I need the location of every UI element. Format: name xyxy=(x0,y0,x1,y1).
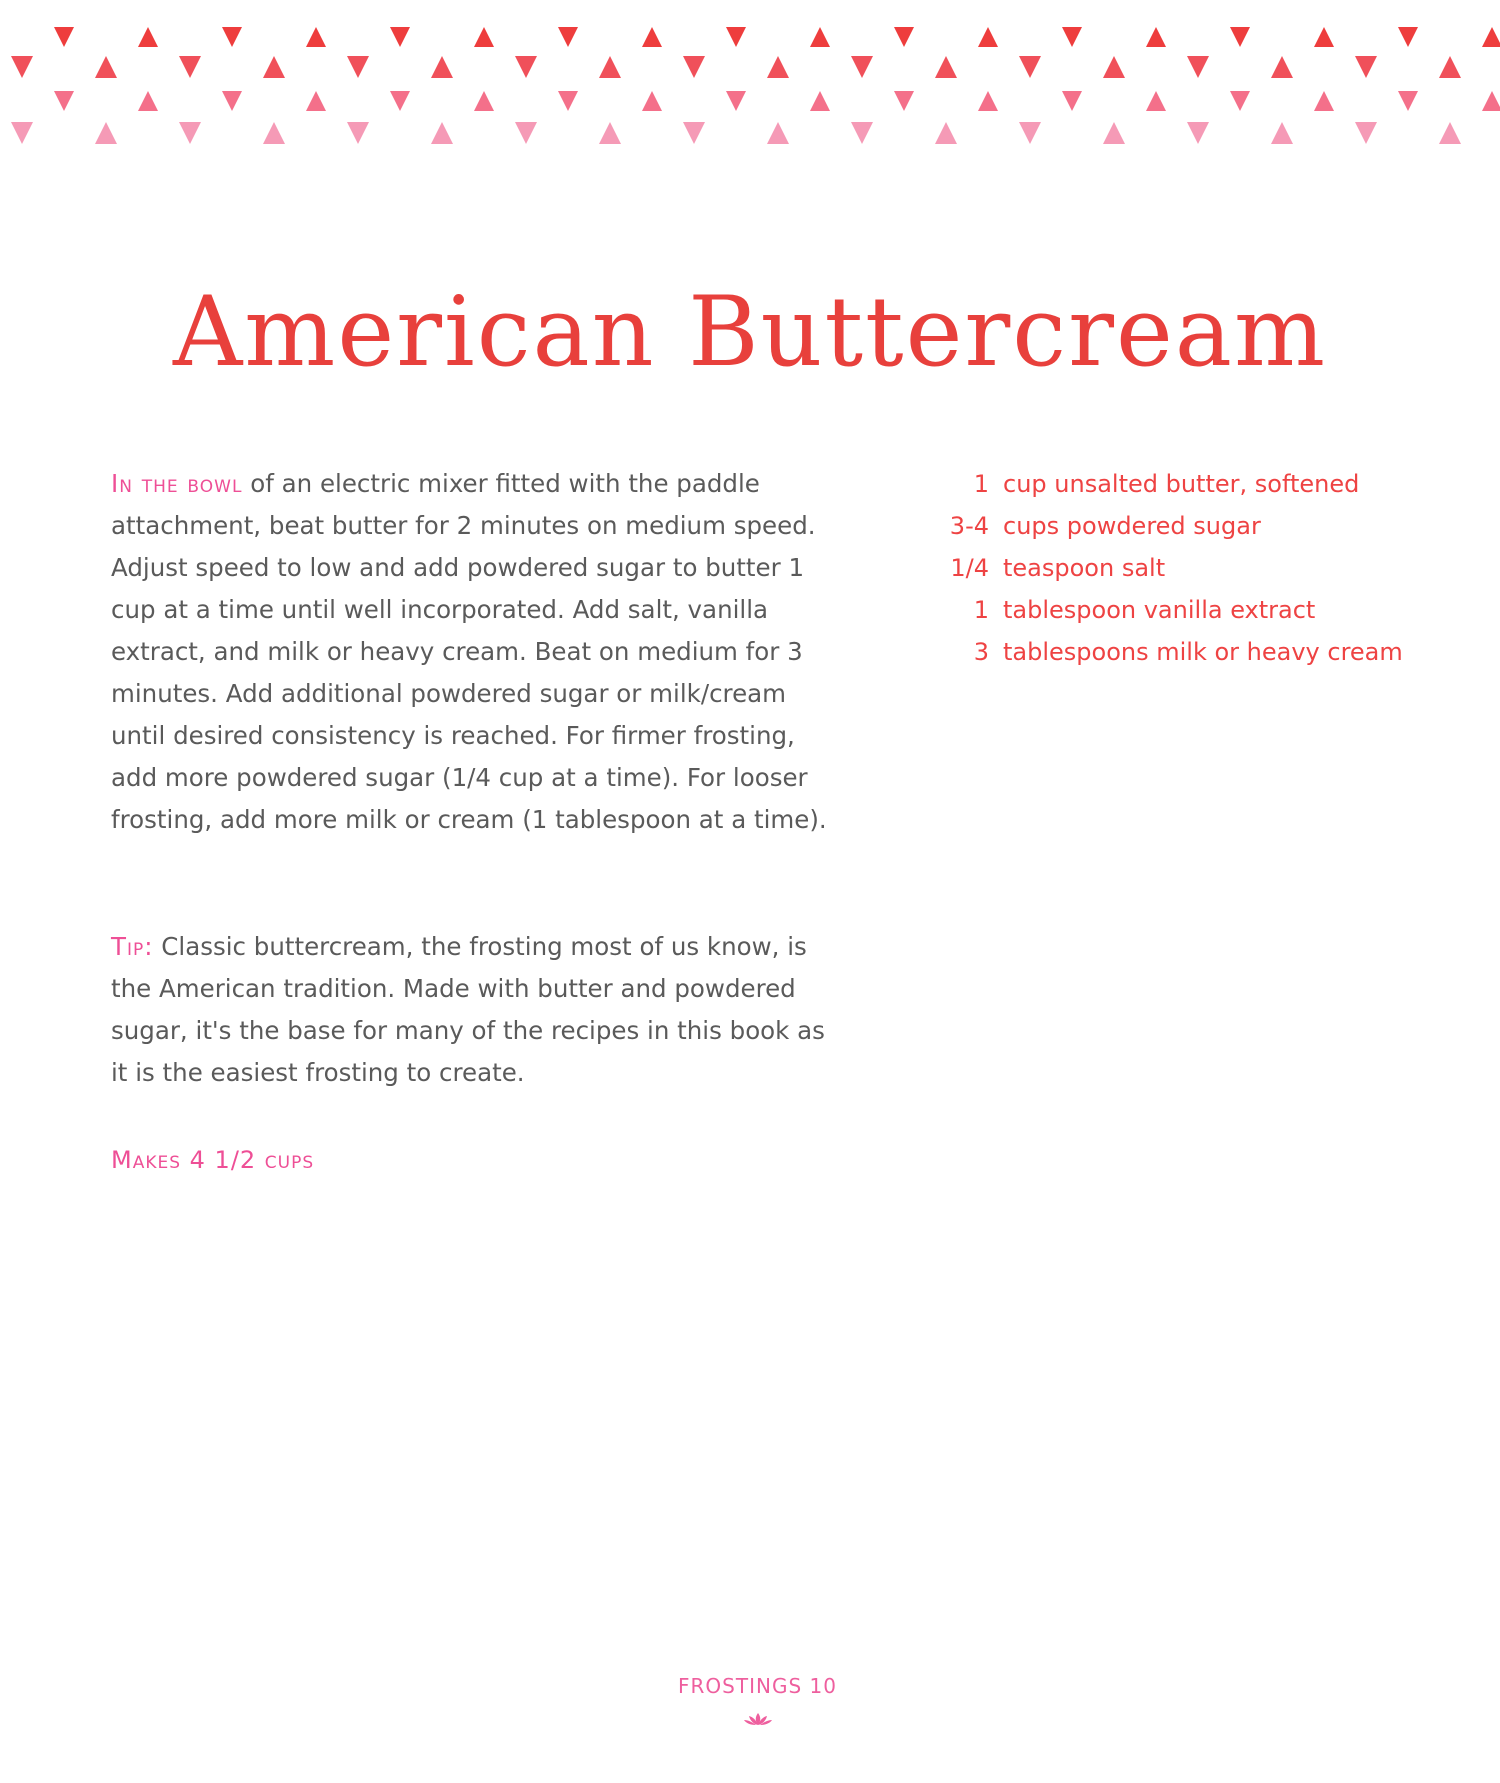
footer-section: FROSTINGS xyxy=(678,1674,803,1698)
pattern-triangle xyxy=(1355,56,1377,78)
pattern-triangle xyxy=(726,91,746,111)
ingredient-item xyxy=(935,631,1405,673)
pattern-triangle xyxy=(347,122,369,144)
pattern-triangle xyxy=(683,122,705,144)
pattern-triangle xyxy=(767,122,789,144)
page-title: American Buttercream xyxy=(172,276,1328,388)
tip-text: Classic buttercream, the frosting most of us know, is the American tradition. Made with butter and powdered sugar, it's the base for many of the recipes in this book as it is the easiest frosting to create. xyxy=(111,932,825,1087)
ingredient-name: cup unsalted butter, softened xyxy=(1003,470,1360,498)
pattern-triangle xyxy=(390,91,410,111)
ingredient-item xyxy=(935,589,1405,631)
ingredient-name: cups powdered sugar xyxy=(1003,512,1261,540)
pattern-triangle xyxy=(1482,91,1500,111)
pattern-triangle xyxy=(599,56,621,78)
triangle-pattern-border xyxy=(0,25,1500,155)
ingredient-name: tablespoon vanilla extract xyxy=(1003,596,1316,624)
page-footer xyxy=(0,1674,1500,1698)
pattern-triangle xyxy=(726,27,746,47)
pattern-triangle xyxy=(95,122,117,144)
pattern-triangle xyxy=(1146,27,1166,47)
pattern-triangle xyxy=(1230,27,1250,47)
pattern-triangle xyxy=(1146,91,1166,111)
pattern-triangle xyxy=(515,56,537,78)
pattern-triangle xyxy=(851,56,873,78)
pattern-triangle xyxy=(1019,122,1041,144)
ingredient-name: tablespoons milk or heavy cream xyxy=(1003,638,1403,666)
page-number: 10 xyxy=(809,1674,837,1698)
pattern-triangle xyxy=(474,27,494,47)
pattern-triangle xyxy=(1439,56,1461,78)
tip-label: Tip: xyxy=(111,932,154,961)
pattern-triangle xyxy=(935,122,957,144)
pattern-triangle xyxy=(138,27,158,47)
lotus-ornament-icon xyxy=(743,1712,773,1726)
pattern-triangle xyxy=(1271,122,1293,144)
ingredient-quantity: 1 xyxy=(973,470,989,498)
pattern-triangle xyxy=(1187,122,1209,144)
pattern-triangle xyxy=(894,27,914,47)
pattern-triangle xyxy=(1230,91,1250,111)
pattern-triangle xyxy=(390,27,410,47)
ingredient-list xyxy=(935,463,1405,673)
pattern-triangle xyxy=(1398,27,1418,47)
pattern-triangle xyxy=(1271,56,1293,78)
pattern-triangle xyxy=(474,91,494,111)
ingredient-quantity: 3-4 xyxy=(949,512,989,540)
pattern-triangle xyxy=(599,122,621,144)
pattern-triangle xyxy=(642,27,662,47)
pattern-triangle xyxy=(1355,122,1377,144)
pattern-triangle xyxy=(1103,122,1125,144)
tip-paragraph xyxy=(111,926,831,1094)
pattern-triangle xyxy=(347,56,369,78)
pattern-triangle xyxy=(263,122,285,144)
ingredient-quantity: 1 xyxy=(973,596,989,624)
pattern-triangle xyxy=(683,56,705,78)
method-paragraph xyxy=(111,463,831,841)
pattern-triangle xyxy=(1439,122,1461,144)
pattern-triangle xyxy=(642,91,662,111)
pattern-triangle xyxy=(222,91,242,111)
pattern-triangle xyxy=(11,56,33,78)
pattern-triangle xyxy=(222,27,242,47)
pattern-triangle xyxy=(11,122,33,144)
pattern-triangle xyxy=(894,91,914,111)
ingredient-name: teaspoon salt xyxy=(1003,554,1166,582)
pattern-triangle xyxy=(263,56,285,78)
pattern-triangle xyxy=(1019,56,1041,78)
pattern-triangle xyxy=(1187,56,1209,78)
pattern-triangle xyxy=(431,56,453,78)
yield-text: Makes 4 1/2 cups xyxy=(111,1146,315,1174)
pattern-triangle xyxy=(515,122,537,144)
pattern-triangle xyxy=(54,27,74,47)
pattern-triangle xyxy=(54,91,74,111)
pattern-triangle xyxy=(306,91,326,111)
pattern-triangle xyxy=(558,27,578,47)
pattern-triangle xyxy=(179,56,201,78)
ingredient-item xyxy=(935,505,1405,547)
ingredient-item xyxy=(935,463,1405,505)
pattern-triangle xyxy=(1062,91,1082,111)
pattern-triangle xyxy=(978,27,998,47)
pattern-triangle xyxy=(431,122,453,144)
pattern-triangle xyxy=(558,91,578,111)
pattern-triangle xyxy=(767,56,789,78)
pattern-triangle xyxy=(179,122,201,144)
pattern-triangle xyxy=(851,122,873,144)
pattern-triangle xyxy=(306,27,326,47)
pattern-triangle xyxy=(95,56,117,78)
pattern-triangle xyxy=(810,27,830,47)
pattern-triangle xyxy=(1062,27,1082,47)
ingredient-quantity: 1/4 xyxy=(950,554,989,582)
pattern-triangle xyxy=(1482,27,1500,47)
ingredient-quantity: 3 xyxy=(973,638,989,666)
pattern-triangle xyxy=(935,56,957,78)
pattern-triangle xyxy=(1314,91,1334,111)
ingredient-item xyxy=(935,547,1405,589)
pattern-triangle xyxy=(138,91,158,111)
method-text: of an electric mixer fitted with the paddle attachment, beat butter for 2 minutes on medium speed. Adjust speed to low and add powdered sugar to butter 1 cup at a time until well incorporated. Add salt, vanilla extract, and milk or heavy cream. Beat on medium for 3 minutes. Add additional powdered sugar or milk/cream until desired consistency is reached. For firmer frosting, add more powdered sugar (1/4 cup at a time). For looser frosting, add more milk or cream (1 tablespoon at a time). xyxy=(111,469,827,834)
pattern-triangle xyxy=(1398,91,1418,111)
pattern-triangle xyxy=(1314,27,1334,47)
method-lead: In the bowl xyxy=(111,469,243,498)
pattern-triangle xyxy=(978,91,998,111)
pattern-triangle xyxy=(810,91,830,111)
pattern-triangle xyxy=(1103,56,1125,78)
